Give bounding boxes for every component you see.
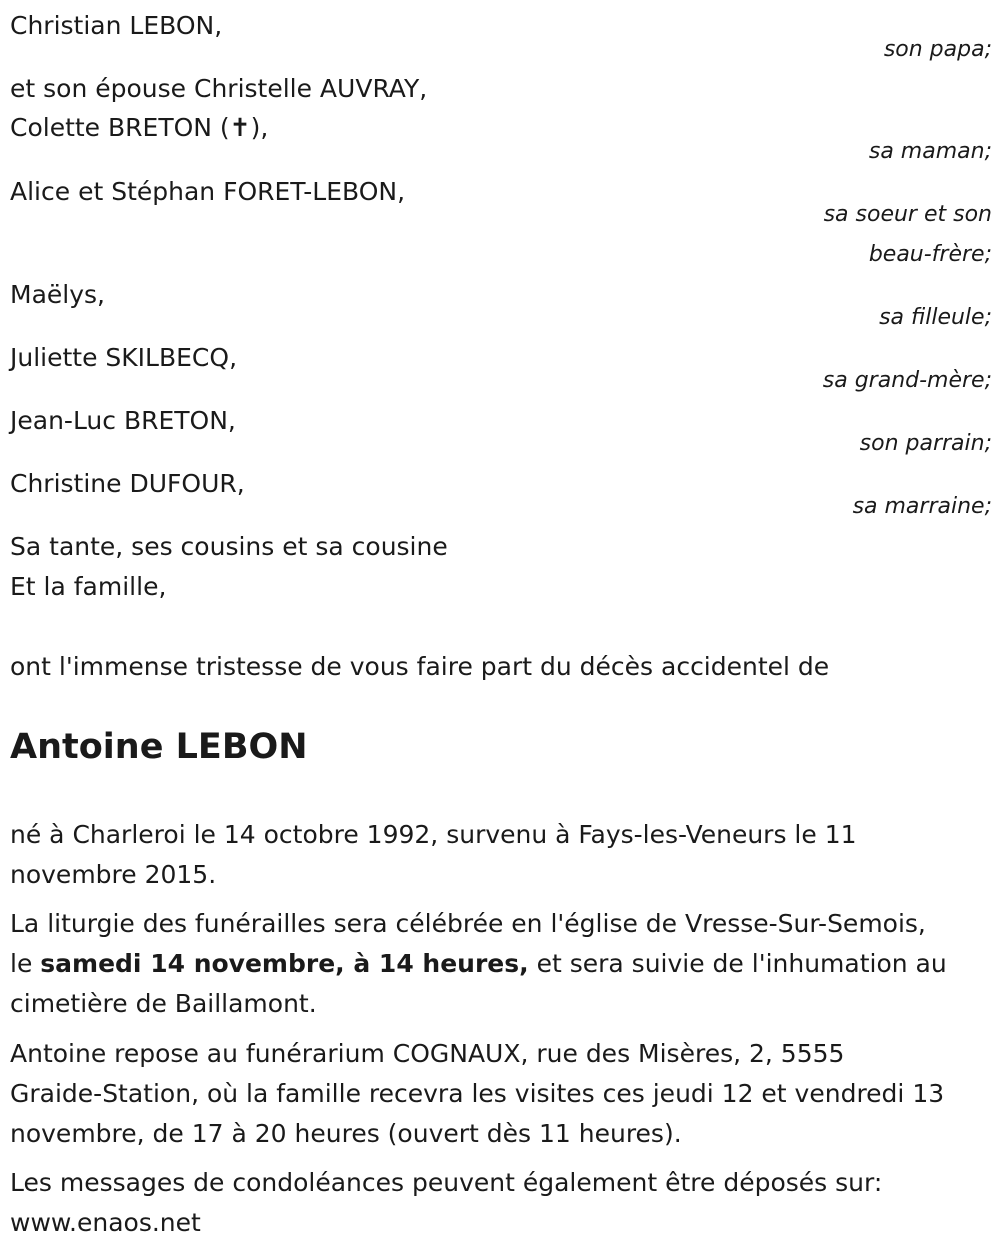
liturgy-line-3: cimetière de Baillamont.: [10, 989, 317, 1018]
liturgy-date-time: samedi 14 novembre, à 14 heures,: [40, 949, 529, 978]
relation-mother: sa maman;: [868, 139, 992, 164]
family-name-godmother: Christine DUFOUR,: [10, 469, 245, 498]
funerarium-line-2: Graide-Station, où la famille recevra les visites ces jeudi 12 et vendredi 13: [10, 1079, 945, 1108]
liturgy-prefix: le: [10, 949, 41, 978]
deceased-name: Antoine LEBON: [10, 727, 308, 767]
family-name-stepmother: et son épouse Christelle AUVRAY,: [10, 74, 428, 103]
announcement-text: ont l'immense tristesse de vous faire part du décès accidentel de: [10, 652, 830, 681]
relation-sister: sa soeur et son: [823, 202, 992, 227]
family-extended: Sa tante, ses cousins et sa cousine: [10, 532, 448, 561]
condolences-website: www.enaos.net: [10, 1208, 201, 1237]
liturgy-suffix: et sera suivie de l'inhumation au: [528, 949, 947, 978]
relation-godfather: son parrain;: [859, 431, 992, 456]
relation-brother-in-law: beau-frère;: [868, 242, 992, 267]
birth-death-line-1: né à Charleroi le 14 octobre 1992, survenu à Fays-les-Veneurs le 11: [10, 820, 857, 849]
condolences-line: Les messages de condoléances peuvent également être déposés sur:: [10, 1168, 883, 1197]
family-name-sister: Alice et Stéphan FORET-LEBON,: [10, 177, 406, 206]
family-name-mother: Colette BRETON (✝),: [10, 113, 269, 142]
liturgy-line-1: La liturgie des funérailles sera célébrée en l'église de Vresse-Sur-Semois,: [10, 909, 926, 938]
funerarium-line-1: Antoine repose au funérarium COGNAUX, rue des Misères, 2, 5555: [10, 1039, 845, 1068]
family-name-godfather: Jean-Luc BRETON,: [10, 406, 236, 435]
family-name-goddaughter: Maëlys,: [10, 280, 105, 309]
relation-godmother: sa marraine;: [852, 494, 992, 519]
family-name-father: Christian LEBON,: [10, 11, 223, 40]
family-name-grandmother: Juliette SKILBECQ,: [10, 343, 238, 372]
family-closing: Et la famille,: [10, 572, 167, 601]
funerarium-line-3: novembre, de 17 à 20 heures (ouvert dès 11 heures).: [10, 1119, 682, 1148]
relation-grandmother: sa grand-mère;: [822, 368, 992, 393]
relation-father: son papa;: [883, 37, 992, 62]
liturgy-line-2: [10, 944, 947, 984]
birth-death-line-2: novembre 2015.: [10, 860, 217, 889]
relation-goddaughter: sa filleule;: [879, 305, 992, 330]
